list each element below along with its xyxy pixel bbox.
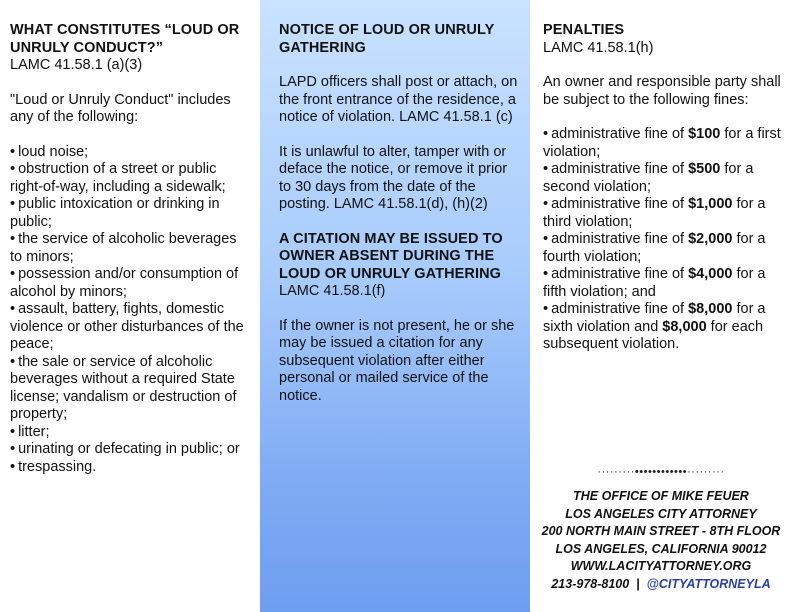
list-item: • administrative fine of $100 for a first violation;	[543, 126, 781, 160]
fines-list	[543, 126, 784, 354]
penalties-intro: An owner and responsible party shall be subject to the following fines:	[543, 74, 781, 108]
list-item: • administrative fine of $1,000 for a third violation;	[543, 196, 766, 230]
list-item: • assault, battery, fights, domestic violence or other disturbances of the peace;	[10, 301, 244, 352]
notice-heading: NOTICE OF LOUD OR UNRULY GATHERING	[279, 22, 495, 56]
contact-line	[530, 576, 792, 594]
list-item: • possession and/or consumption of alcohol by minors;	[10, 266, 239, 300]
loud-conduct-ref: LAMC 41.58.1 (a)(3)	[10, 57, 143, 73]
office-street: 200 NORTH MAIN STREET - 8TH FLOOR	[541, 524, 781, 538]
office-contact-block	[530, 466, 792, 593]
loud-conduct-intro: "Loud or Unruly Conduct" includes any of the following:	[10, 91, 231, 125]
citation-ref: LAMC 41.58.1(f)	[279, 283, 386, 299]
list-item: • litter;	[10, 423, 50, 440]
list-item: • administrative fine of $8,000 for a sixth violation and $8,000 for each subsequent violation.	[543, 301, 766, 352]
list-item: • administrative fine of $2,000 for a fourth violation;	[543, 231, 766, 265]
list-item: • the sale or service of alcoholic beverages without a required State license; vandalism or destruction of property;	[10, 353, 237, 422]
social-handle[interactable]: @CITYATTORNEYLA	[646, 576, 771, 591]
tamper-paragraph: It is unlawful to alter, tamper with or deface the notice, or remove it prior to 30 days from the date of the posting. LAMC 41.58.1(d), (h)(2)	[279, 143, 508, 212]
dotted-divider: ·········••••••••••••·········	[597, 466, 725, 478]
conduct-list	[10, 144, 250, 477]
office-name: THE OFFICE OF MIKE FEUER	[573, 489, 749, 503]
office-city: LOS ANGELES, CALIFORNIA 90012	[555, 541, 767, 556]
notice-paragraph: LAPD officers shall post or attach, on the front entrance of the residence, a notice of violation. LAMC 41.58.1 (c)	[279, 74, 518, 125]
list-item: • administrative fine of $500 for a second violation;	[543, 161, 754, 195]
separator: |	[636, 576, 640, 591]
penalties-heading: PENALTIES	[543, 22, 625, 38]
list-item: • loud noise;	[10, 143, 89, 160]
list-item: • obstruction of a street or public right-of-way, including a sidewalk;	[10, 161, 226, 195]
citation-heading: A CITATION MAY BE ISSUED TO OWNER ABSENT DURING THE LOUD OR UNRULY GATHERING	[279, 230, 503, 282]
list-item: • urinating or defecating in public; or	[10, 441, 240, 457]
citation-paragraph: If the owner is not present, he or she may be issued a citation for any subsequent violation after either personal or mailed service of the notice.	[279, 317, 515, 404]
list-item: • public intoxication or drinking in public;	[10, 196, 220, 230]
office-title: LOS ANGELES CITY ATTORNEY	[565, 506, 757, 521]
list-item: • the service of alcoholic beverages to minors;	[10, 231, 237, 265]
penalties-ref: LAMC 41.58.1(h)	[543, 39, 654, 56]
column-loud-conduct	[0, 0, 260, 612]
loud-conduct-heading: WHAT CONSTITUTES “LOUD OR UNRULY CONDUCT?”	[10, 22, 240, 56]
list-item: • trespassing.	[10, 458, 97, 475]
office-phone[interactable]: 213-978-8100	[551, 576, 630, 591]
office-website[interactable]: WWW.LACITYATTORNEY.ORG	[570, 559, 752, 573]
column-notice	[260, 0, 530, 612]
list-item: • administrative fine of $4,000 for a fifth violation; and	[543, 266, 766, 300]
